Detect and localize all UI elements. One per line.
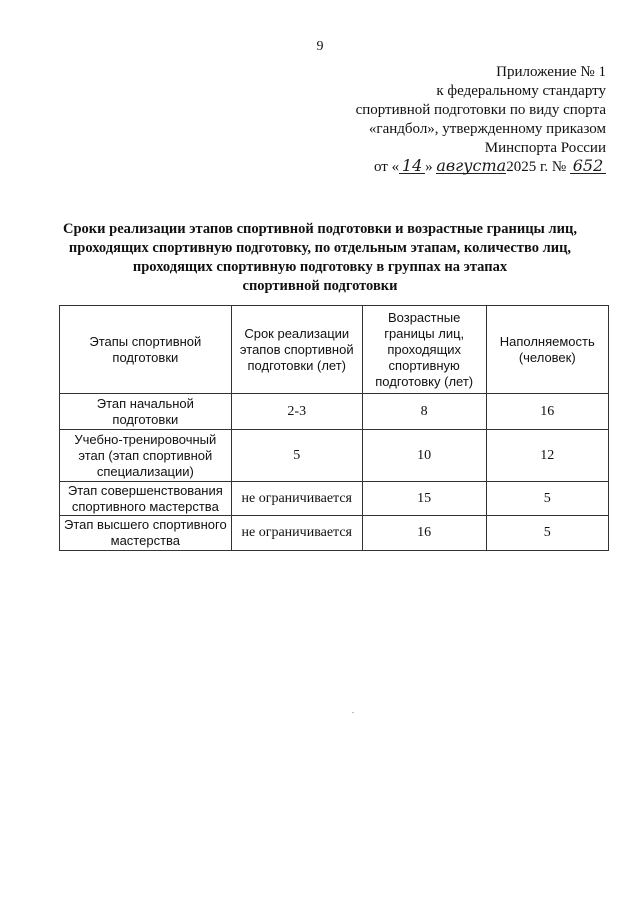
cell-duration: не ограничивается <box>231 482 362 516</box>
table-header-row <box>60 306 609 394</box>
title-line-3: проходящих спортивную подготовку в группах на этапах <box>132 259 508 275</box>
cell-group-size: 12 <box>486 430 608 482</box>
title-line-4: спортивной подготовки <box>242 278 398 294</box>
cell-age: 8 <box>362 394 486 430</box>
cell-group-size: 5 <box>486 516 608 551</box>
scan-speck <box>352 712 354 713</box>
appendix-date-line <box>300 158 606 177</box>
page-number: 9 <box>316 39 324 54</box>
date-quote-close: » <box>425 159 433 175</box>
cell-age: 10 <box>362 430 486 482</box>
appendix-line-1: Приложение № 1 <box>496 64 606 80</box>
title-line-1: Сроки реализации этапов спортивной подготовки и возрастные границы лиц, <box>63 221 577 237</box>
cell-duration: 2-3 <box>231 394 362 430</box>
cell-stage: Учебно-тренировочный этап (этап спортивной специализации) <box>60 430 232 482</box>
table-row <box>60 482 609 516</box>
cell-age: 15 <box>362 482 486 516</box>
document-title <box>40 220 600 296</box>
cell-stage: Этап совершенствования спортивного мастерства <box>60 482 232 516</box>
cell-age: 16 <box>362 516 486 551</box>
cell-stage: Этап высшего спортивного мастерства <box>60 516 232 551</box>
table-row <box>60 516 609 551</box>
handwritten-order-number: 652 <box>570 158 606 174</box>
appendix-line-2: к федеральному стандарту <box>436 83 606 99</box>
stages-table <box>59 305 609 551</box>
header-duration: Срок реализации этапов спортивной подготовки (лет) <box>231 306 362 394</box>
handwritten-day: 14 <box>399 158 425 174</box>
date-prefix: от « <box>373 159 400 175</box>
header-group-size: Наполняемость (человек) <box>486 306 608 394</box>
cell-stage: Этап начальной подготовки <box>60 394 232 430</box>
table-row <box>60 394 609 430</box>
cell-group-size: 5 <box>486 482 608 516</box>
header-age-limits: Возрастные границы лиц, проходящих спортивную подготовку (лет) <box>362 306 486 394</box>
appendix-line-4: «гандбол», утвержденному приказом <box>368 121 606 137</box>
date-year: 2025 г. № <box>506 159 567 175</box>
header-stage: Этапы спортивной подготовки <box>60 306 232 394</box>
appendix-line-3: спортивной подготовки по виду спорта <box>355 102 606 118</box>
cell-group-size: 16 <box>486 394 608 430</box>
handwritten-month: августа <box>436 156 507 175</box>
appendix-block <box>300 63 606 177</box>
title-line-2: проходящих спортивную подготовку, по отдельным этапам, количество лиц, <box>68 240 572 256</box>
cell-duration: 5 <box>231 430 362 482</box>
appendix-line-5: Минспорта России <box>484 140 606 156</box>
table-row <box>60 430 609 482</box>
cell-duration: не ограничивается <box>231 516 362 551</box>
